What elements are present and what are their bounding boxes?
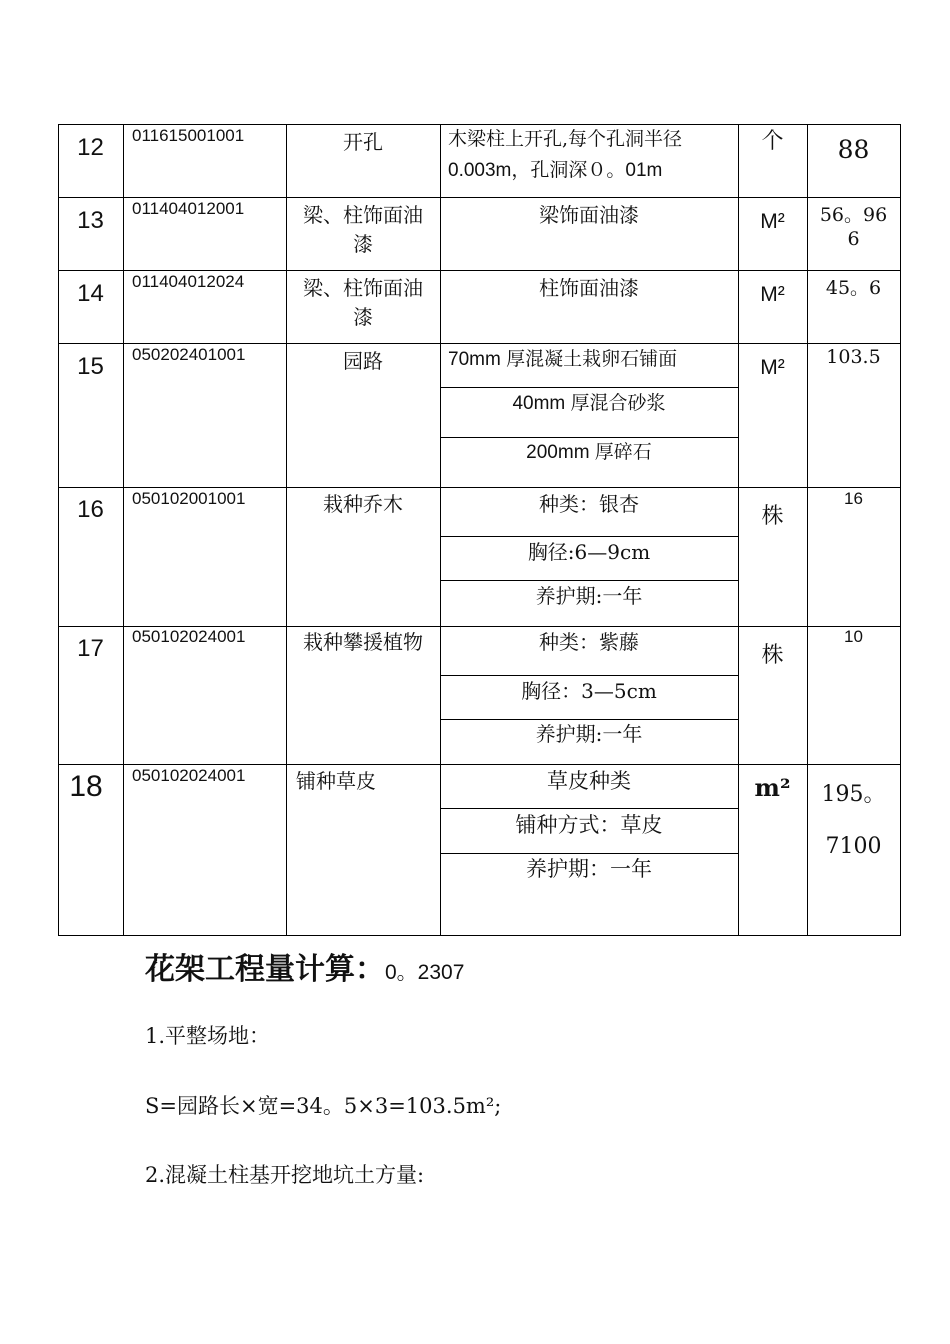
item-name: 栽种攀援植物 (303, 630, 423, 654)
item-description: 养护期:一年 (535, 584, 643, 608)
item-description: 草皮种类 (547, 769, 631, 793)
row-divider (58, 270, 901, 271)
item-quantity: 16 (844, 489, 863, 508)
paragraph: 2.混凝土柱基开挖地坑土方量: (145, 1163, 425, 1187)
section-title-value: 0。2307 (385, 961, 465, 984)
item-quantity: 56。96 (819, 204, 888, 226)
item-description: 种类：紫藤 (539, 630, 639, 654)
item-code: 011404012024 (132, 272, 245, 291)
item-name: 园路 (343, 349, 383, 373)
paragraph: S=园路长×宽=34。5×3=103.5m²; (145, 1094, 502, 1118)
section-heading (145, 944, 464, 988)
item-code: 050102024001 (132, 627, 246, 646)
item-code: 011615001001 (132, 126, 245, 145)
row-divider (58, 197, 901, 198)
item-code: 050102024001 (132, 766, 246, 785)
table-border-left (58, 124, 59, 936)
row-number: 16 (77, 496, 104, 523)
paragraph: 1.平整场地： (145, 1024, 271, 1048)
item-description: 0.003m，孔洞深０。01m (448, 160, 663, 181)
item-unit: M² (760, 210, 785, 233)
row-number: 17 (77, 635, 104, 662)
item-quantity: 6 (847, 228, 860, 250)
item-code: 050102001001 (132, 489, 246, 508)
row-number: 15 (77, 353, 104, 380)
row-number: 13 (77, 207, 104, 234)
table-border-right (900, 124, 901, 936)
item-description: 40mm 厚混合砂浆 (512, 393, 666, 414)
item-description: 梁饰面油漆 (539, 203, 639, 227)
item-description: 70mm 厚混凝土栽卵石铺面 (448, 349, 678, 370)
item-name: 梁、柱饰面油 (303, 203, 423, 227)
item-name: 梁、柱饰面油 (303, 276, 423, 300)
item-name: 开孔 (343, 130, 383, 154)
item-unit: 株 (761, 504, 784, 529)
item-name: 漆 (353, 305, 373, 329)
item-quantity: 103.5 (826, 346, 881, 368)
item-description: 铺种方式：草皮 (515, 813, 663, 837)
row-number: 12 (77, 134, 104, 161)
item-quantity: 45。6 (825, 277, 882, 299)
item-name: 栽种乔木 (323, 492, 403, 516)
item-unit: M² (760, 283, 785, 306)
column-divider (123, 124, 124, 936)
item-description: 柱饰面油漆 (539, 276, 639, 300)
item-quantity: 88 (837, 135, 870, 164)
item-unit: 个 (761, 129, 784, 154)
item-code: 011404012001 (132, 199, 245, 218)
item-unit: M² (760, 356, 785, 379)
item-description: 木梁柱上开孔,每个孔洞半径 (448, 128, 683, 150)
item-code: 050202401001 (132, 345, 246, 364)
item-description: 200mm 厚碎石 (526, 442, 652, 463)
section-title: 花架工程量计算： (145, 952, 385, 987)
quantity-table (58, 124, 901, 936)
item-description: 胸径：3—5cm (521, 679, 657, 703)
item-quantity: 7100 (825, 834, 882, 859)
column-divider (738, 124, 739, 936)
item-description: 种类：银杏 (539, 492, 639, 516)
item-unit: 株 (761, 643, 784, 668)
item-description: 胸径:6—9cm (527, 540, 651, 564)
row-number: 18 (69, 770, 103, 803)
item-quantity: 10 (844, 627, 863, 646)
item-quantity: 195。 (821, 782, 886, 807)
item-description: 养护期:一年 (535, 722, 643, 746)
item-name: 漆 (353, 232, 373, 256)
item-unit: m² (754, 773, 791, 802)
item-description: 养护期：一年 (526, 857, 652, 881)
item-name: 铺种草皮 (296, 769, 376, 793)
row-divider (58, 935, 901, 936)
row-number: 14 (77, 280, 104, 307)
